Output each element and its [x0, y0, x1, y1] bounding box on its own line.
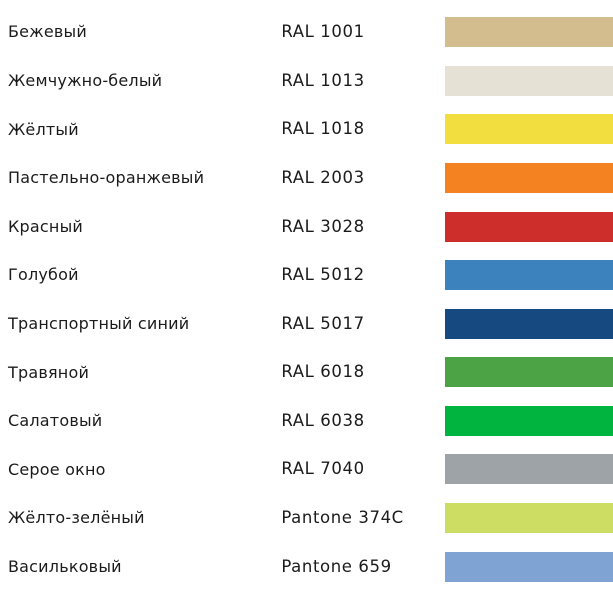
table-row: [0, 57, 613, 106]
color-swatch-cell: [445, 154, 613, 203]
color-swatch-cell: [445, 57, 613, 106]
table-row: [0, 154, 613, 203]
color-swatch-cell: [445, 494, 613, 543]
table-row: [0, 397, 613, 446]
table-row: [0, 8, 613, 57]
color-swatch: [445, 357, 613, 387]
color-name: Красный: [8, 216, 84, 236]
color-code: Pantone 374C: [281, 508, 404, 527]
color-swatch: [445, 309, 613, 339]
color-swatch-cell: [445, 105, 613, 154]
color-name: Жёлтый: [8, 119, 79, 139]
color-swatch: [445, 260, 613, 290]
color-swatch-cell: [445, 8, 613, 57]
color-swatch: [445, 66, 613, 96]
table-row: [0, 445, 613, 494]
color-swatch: [445, 552, 613, 582]
table-row: [0, 251, 613, 300]
color-name: Васильковый: [8, 556, 122, 576]
color-swatch: [445, 163, 613, 193]
color-code: RAL 6038: [281, 410, 365, 430]
color-code: RAL 3028: [281, 216, 365, 236]
color-code: RAL 2003: [281, 167, 365, 187]
color-name: Транспортный синий: [8, 313, 190, 333]
color-swatch-cell: [445, 202, 613, 251]
color-name: Жёлто-зелёный: [8, 508, 145, 528]
color-code: RAL 1018: [281, 119, 365, 139]
color-name: Бежевый: [8, 22, 87, 42]
color-name: Салатовый: [8, 411, 103, 431]
color-swatch-cell: [445, 445, 613, 494]
color-swatch: [445, 114, 613, 144]
color-name: Голубой: [8, 265, 79, 285]
color-code: RAL 5012: [281, 265, 365, 285]
color-swatch: [445, 17, 613, 47]
color-name: Пастельно-оранжевый: [8, 168, 205, 188]
color-swatch: [445, 212, 613, 242]
color-code: RAL 1013: [281, 70, 365, 90]
color-swatch-cell: [445, 251, 613, 300]
color-name: Серое окно: [8, 459, 106, 479]
color-name: Травяной: [8, 362, 90, 382]
color-name: Жемчужно-белый: [8, 71, 163, 91]
table-row: [0, 494, 613, 543]
color-code: RAL 5017: [281, 313, 365, 333]
color-swatch: [445, 454, 613, 484]
color-swatch-cell: [445, 348, 613, 397]
color-code: Pantone 659: [281, 556, 392, 576]
color-swatch: [445, 503, 613, 533]
table-row: [0, 348, 613, 397]
color-code: RAL 6018: [281, 362, 365, 382]
color-swatch-cell: [445, 299, 613, 348]
color-code: RAL 7040: [281, 459, 365, 479]
color-code: RAL 1001: [281, 22, 365, 42]
table-row: [0, 299, 613, 348]
table-row: [0, 202, 613, 251]
color-swatch: [445, 406, 613, 436]
color-swatch-cell: [445, 397, 613, 446]
color-swatch-cell: [445, 542, 613, 591]
table-row: [0, 105, 613, 154]
table-row: [0, 542, 613, 591]
